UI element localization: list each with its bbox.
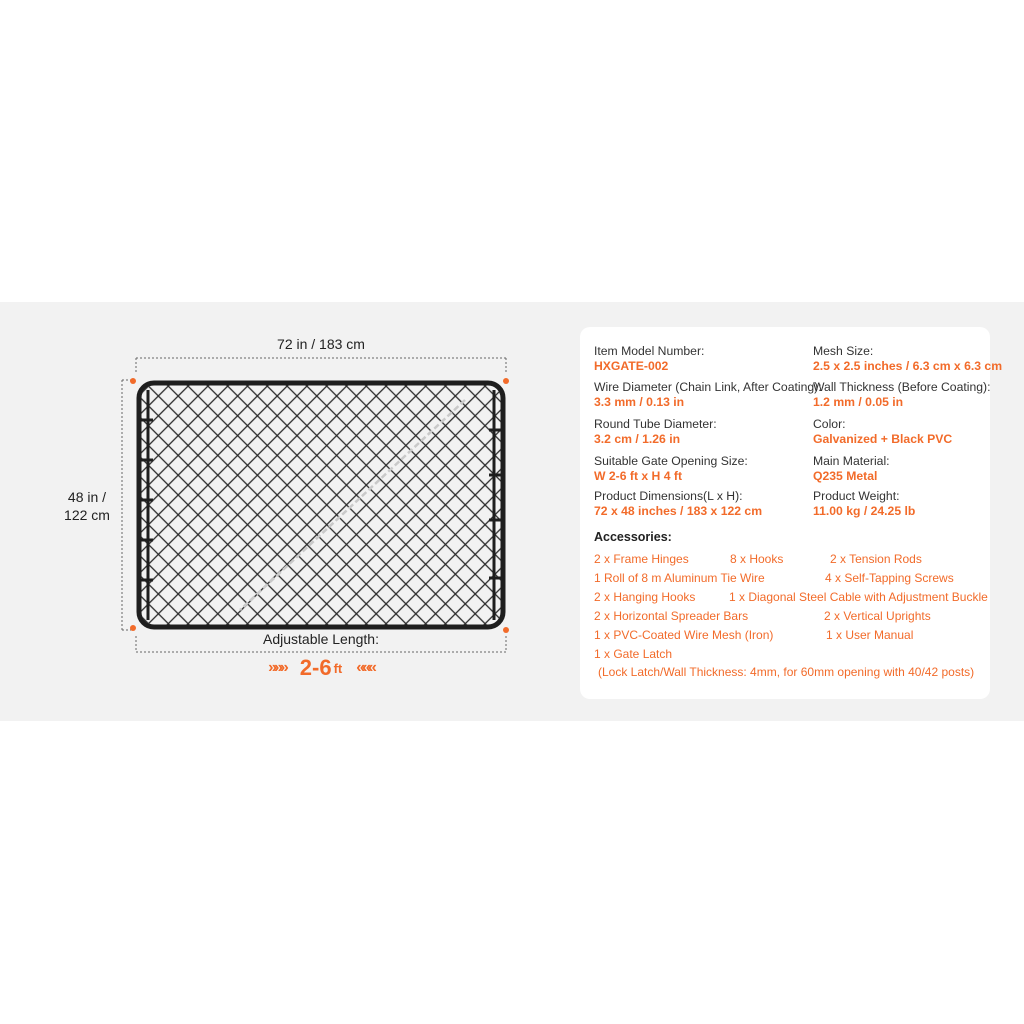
spec-label: Product Dimensions(L x H): bbox=[594, 489, 743, 503]
spec-wire-diameter bbox=[594, 380, 822, 410]
spec-wall-thickness bbox=[813, 380, 990, 410]
accessory-item: 2 x Vertical Uprights bbox=[824, 609, 931, 623]
chevrons-right-icon: »»» bbox=[268, 659, 286, 676]
accessory-note: (Lock Latch/Wall Thickness: 4mm, for 60mm opening with 40/42 posts) bbox=[598, 665, 975, 679]
accessory-item: 4 x Self-Tapping Screws bbox=[825, 571, 954, 585]
height-label-line1: 48 in / bbox=[67, 489, 107, 505]
spec-label: Main Material: bbox=[813, 454, 890, 468]
accessory-item: 1 Roll of 8 m Aluminum Tie Wire bbox=[594, 571, 765, 585]
height-label-line2: 122 cm bbox=[64, 507, 110, 523]
accessory-item: 8 x Hooks bbox=[730, 552, 784, 566]
spec-main-material bbox=[813, 454, 890, 484]
width-dimension-line bbox=[136, 358, 506, 372]
spec-value: 2.5 x 2.5 inches / 6.3 cm x 6.3 cm bbox=[813, 359, 1003, 373]
range-value: 2-6 bbox=[299, 655, 332, 680]
spec-label: Product Weight: bbox=[813, 489, 900, 503]
spec-label: Wall Thickness (Before Coating): bbox=[813, 380, 991, 394]
spec-label: Item Model Number: bbox=[594, 344, 705, 358]
spec-label: Wire Diameter (Chain Link, After Coating): bbox=[594, 380, 822, 394]
length-range bbox=[136, 655, 506, 687]
spec-model-number bbox=[594, 344, 704, 374]
accessory-item: 1 x PVC-Coated Wire Mesh (Iron) bbox=[594, 628, 774, 642]
spec-card bbox=[580, 327, 1003, 699]
spec-gate-opening-size bbox=[594, 454, 748, 484]
spec-label: Color: bbox=[813, 417, 846, 431]
spec-product-weight bbox=[813, 489, 915, 519]
accessory-item: 2 x Horizontal Spreader Bars bbox=[594, 609, 749, 623]
spec-color bbox=[813, 417, 952, 447]
spec-value: W 2-6 ft x H 4 ft bbox=[594, 469, 683, 483]
spec-value: 1.2 mm / 0.05 in bbox=[813, 395, 904, 409]
spec-label: Mesh Size: bbox=[813, 344, 874, 358]
accessory-item: 2 x Hanging Hooks bbox=[594, 590, 696, 604]
spec-value: HXGATE-002 bbox=[594, 359, 669, 373]
width-label: 72 in / 183 cm bbox=[277, 336, 365, 352]
spec-round-tube-diameter bbox=[594, 417, 717, 447]
accessory-item: 2 x Frame Hinges bbox=[594, 552, 689, 566]
spec-product-dimensions bbox=[594, 489, 762, 519]
spec-label: Suitable Gate Opening Size: bbox=[594, 454, 748, 468]
adjustable-length-label: Adjustable Length: bbox=[263, 631, 379, 647]
accessory-item: 1 x User Manual bbox=[826, 628, 914, 642]
spec-value: 3.3 mm / 0.13 in bbox=[594, 395, 685, 409]
spec-value: 11.00 kg / 24.25 lb bbox=[813, 504, 916, 518]
accessory-item: 2 x Tension Rods bbox=[830, 552, 922, 566]
spec-value: 3.2 cm / 1.26 in bbox=[594, 432, 681, 446]
chevrons-left-icon: ««« bbox=[356, 659, 374, 676]
spec-value: Q235 Metal bbox=[813, 469, 878, 483]
accessory-item: 1 x Gate Latch bbox=[594, 647, 673, 661]
height-dimension-line bbox=[122, 380, 132, 630]
spec-label: Round Tube Diameter: bbox=[594, 417, 717, 431]
spec-value: Galvanized + Black PVC bbox=[813, 432, 953, 446]
chain-link-mesh bbox=[141, 385, 501, 625]
height-label bbox=[52, 488, 122, 524]
corner-marker bbox=[503, 378, 509, 384]
accessories-title: Accessories: bbox=[594, 530, 672, 544]
corner-marker bbox=[130, 378, 136, 384]
range-unit: ft bbox=[333, 660, 343, 676]
spec-value: 72 x 48 inches / 183 x 122 cm bbox=[594, 504, 763, 518]
accessory-item: 1 x Diagonal Steel Cable with Adjustment Buckle bbox=[729, 590, 988, 604]
spec-mesh-size bbox=[813, 344, 1002, 374]
